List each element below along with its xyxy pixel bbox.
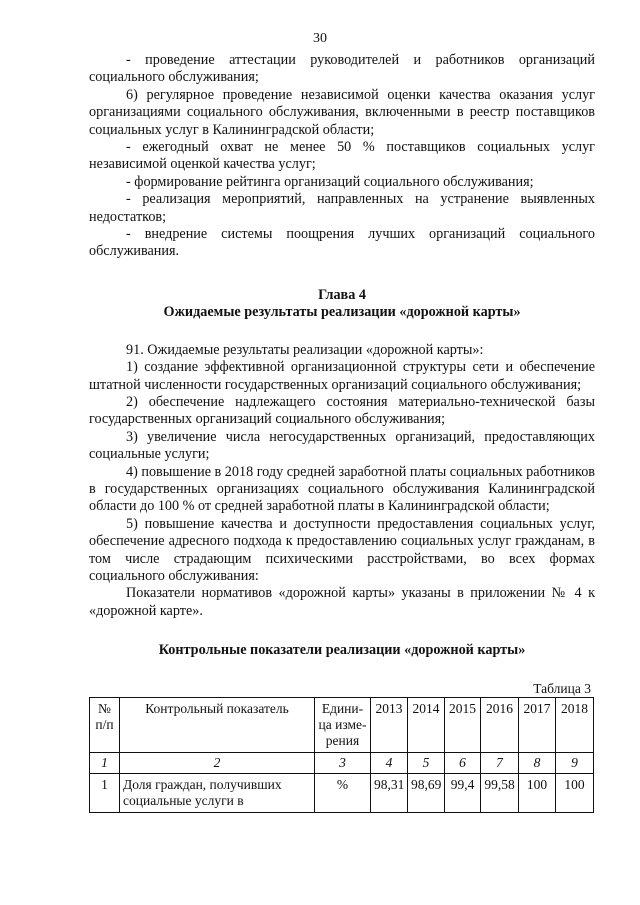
page-number: 30: [313, 31, 327, 46]
paragraph: 1) создание эффективной организационной структуры сети и обеспечение штатной численности государственных организаций социального обслуживания;: [89, 359, 595, 393]
table-cell: 1: [90, 774, 120, 813]
table-header-cell: Едини-ца изме-рения: [315, 698, 371, 753]
column-number-cell: 4: [371, 753, 408, 774]
paragraph: 3) увеличение числа негосударственных организаций, предоставляющих социальные услуги;: [89, 428, 595, 463]
table-cell: 99,58: [481, 774, 519, 813]
paragraph: - проведение аттестации руководителей и работников организаций социального обслуживания;: [89, 52, 595, 86]
column-number-cell: 7: [481, 753, 519, 774]
column-number-cell: 2: [120, 753, 315, 774]
table-cell: Доля граждан, получивших социальные услуги в: [120, 774, 315, 813]
table-caption: Таблица 3: [533, 680, 591, 696]
paragraph: - ежегодный охват не менее 50 % поставщиков социальных услуг независимой оценкой качества услуг;: [89, 139, 595, 173]
table-header-cell: 2013: [371, 698, 408, 753]
paragraph: 91. Ожидаемые результаты реализации «дорожной карты»:: [126, 341, 484, 358]
indicators-table: [89, 697, 594, 813]
paragraph: Показатели нормативов «дорожной карты» указаны в приложении № 4 к «дорожной карте».: [89, 585, 595, 619]
paragraph: 4) повышение в 2018 году средней заработной платы социальных работников в государственных организациях социального обслуживания Калининградской области до 100 % от средней заработной платы в Калининградской области;: [89, 463, 595, 515]
table-cell: 100: [556, 774, 594, 813]
chapter-title: Ожидаемые результаты реализации «дорожной карты»: [163, 304, 521, 321]
chapter-number: Глава 4: [318, 286, 366, 303]
table-cell: 99,4: [445, 774, 481, 813]
paragraph: - реализация мероприятий, направленных на устранение выявленных недостатков;: [89, 191, 595, 225]
paragraph: 6) регулярное проведение независимой оценки качества оказания услуг организациями социального обслуживания, включенными в реестр поставщиков социальных услуг в Калининградской области;: [89, 86, 595, 138]
table-row: [90, 774, 594, 813]
table-header-cell: 2015: [445, 698, 481, 753]
document-body: [89, 52, 595, 813]
column-number-cell: 9: [556, 753, 594, 774]
paragraph: - внедрение системы поощрения лучших организаций социального обслуживания.: [89, 226, 595, 260]
paragraph: 2) обеспечение надлежащего состояния материально-технической базы государственных организаций социального обслуживания;: [89, 393, 595, 428]
column-number-cell: 3: [315, 753, 371, 774]
table-header-cell: 2016: [481, 698, 519, 753]
table-header-row: [90, 698, 594, 753]
column-number-cell: 5: [408, 753, 445, 774]
column-number-cell: 8: [519, 753, 556, 774]
table-heading: Контрольные показатели реализации «дорожной карты»: [158, 642, 526, 659]
table-cell: %: [315, 774, 371, 813]
paragraph: - формирование рейтинга организаций социального обслуживания;: [126, 173, 534, 190]
table-cell: 98,31: [371, 774, 408, 813]
column-number-cell: 6: [445, 753, 481, 774]
table-cell: 98,69: [408, 774, 445, 813]
table-header-cell: 2018: [556, 698, 594, 753]
table-column-number-row: [90, 753, 594, 774]
table-header-cell: Контрольный показатель: [120, 698, 315, 753]
column-number-cell: 1: [90, 753, 120, 774]
table-header-cell: № п/п: [90, 698, 120, 753]
table-cell: 100: [519, 774, 556, 813]
paragraph: 5) повышение качества и доступности предоставления социальных услуг, обеспечение адресного подхода к предоставлению социальных услуг гражданам, в том числе страдающим психическими расстройствами, во всех формах социального обслуживания:: [89, 515, 595, 584]
table-header-cell: 2014: [408, 698, 445, 753]
table-header-cell: 2017: [519, 698, 556, 753]
